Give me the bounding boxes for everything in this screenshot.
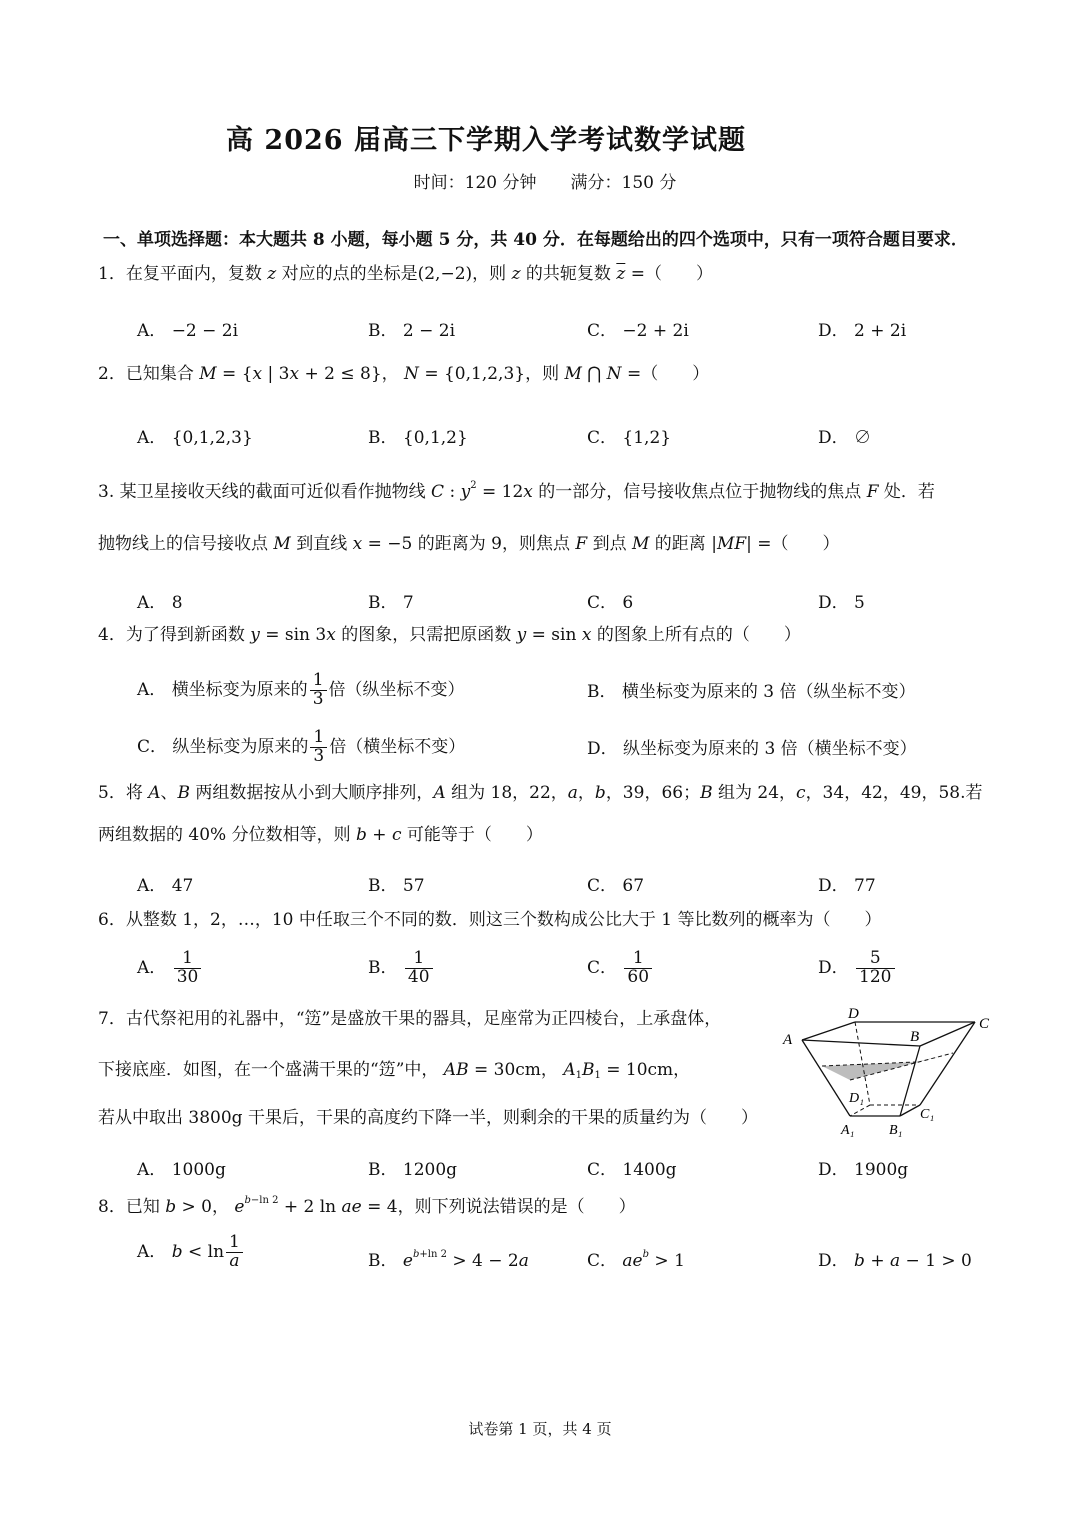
question-3-line-2: 抛物线上的信号接收点 M 到直线 x = −5 的距离为 9，则焦点 F 到点 M 的距离 |MF| =（ ） <box>98 534 840 554</box>
q8-option-b: B． $e^{b+ln 2} > 4 - 2a$ <box>368 1249 529 1271</box>
question-7-line-2: 下接底座．如图，在一个盛满干果的“笾”中， AB = 30cm， $A_1B_1 = 10cm$， <box>98 1060 691 1081</box>
question-5-line-2: 两组数据的 40% 分位数相等，则 b + c 可能等于（ ） <box>98 825 543 845</box>
figure-label-a1: A₁ <box>841 1123 855 1138</box>
q4-option-b: B． 横坐标变为原来的 3 倍（纵坐标不变） <box>587 682 916 702</box>
figure-label-a: A <box>783 1032 793 1048</box>
q4-option-c: C． 纵坐标变为原来的 $\frac{1}{3}$ 倍（横坐标不变） <box>137 727 466 766</box>
q1-option-b: B． 2 − 2i <box>368 321 456 341</box>
figure-label-c: C <box>979 1016 990 1032</box>
q5-option-c: C． 67 <box>587 876 645 896</box>
q1-option-d: D． 2 + 2i <box>818 321 907 341</box>
q7-option-b: B． 1200g <box>368 1160 458 1180</box>
exam-score: 满分：150 分 <box>570 173 677 193</box>
q8-option-d: D． b + a − 1 > 0 <box>818 1251 972 1271</box>
page-title: 高 2026 届高三下学期入学考试数学试题 <box>226 125 746 156</box>
q1-option-a: A． −2 − 2i <box>137 321 239 341</box>
q1-option-c: C． −2 + 2i <box>587 321 689 341</box>
frustum-figure <box>775 1000 1005 1145</box>
figure-label-b: B <box>910 1029 920 1045</box>
fruit-level-section <box>822 1053 953 1080</box>
question-4: 4．为了得到新函数 y = sin 3x 的图象，只需把原函数 y = sin x 的图象上所有点的（ ） <box>98 625 801 645</box>
q5-option-b: B． 57 <box>368 876 425 896</box>
question-8: 8．已知 b > 0， $e^{b-ln 2} + 2$ ln ae = 4，则下列说法错误的是（ ） <box>98 1195 636 1217</box>
q2-option-d: D． ∅ <box>818 428 872 448</box>
q5-option-d: D． 77 <box>818 876 876 896</box>
question-1: 1．在复平面内，复数 z 对应的点的坐标是(2,−2)，则 z 的共轭复数 $\overline{z}$ =（ ） <box>98 264 713 284</box>
q8-option-a: A． b < ln $\frac{1}{a}$ <box>137 1234 245 1271</box>
exam-time: 时间：120 分钟 <box>413 173 537 193</box>
page-footer: 试卷第 1 页，共 4 页 <box>468 1420 612 1438</box>
q7-option-a: A． 1000g <box>137 1160 226 1180</box>
q6-option-c: C． $\frac{1}{60}$ <box>587 950 654 987</box>
q3-option-c: C． 6 <box>587 593 634 613</box>
figure-label-d: D <box>848 1006 859 1022</box>
figure-label-b1: B₁ <box>889 1123 903 1138</box>
q3-option-d: D． 5 <box>818 593 865 613</box>
q6-option-b: B． $\frac{1}{40}$ <box>368 950 435 987</box>
question-2: 2．已知集合 M = {x | 3x + 2 ≤ 8}， N = {0,1,2,3}，则 M ⋂ N =（ ） <box>98 364 710 384</box>
q6-option-a: A． $\frac{1}{30}$ <box>137 950 203 987</box>
q5-option-a: A． 47 <box>137 876 194 896</box>
q8-option-c: C． $ae^b > 1$ <box>587 1249 685 1271</box>
figure-label-c1: C₁ <box>920 1107 935 1122</box>
q2-option-c: C． {1,2} <box>587 428 672 448</box>
question-6: 6．从整数 1，2，…，10 中任取三个不同的数．则这三个数构成公比大于 1 等比数列的概率为（ ） <box>98 910 882 930</box>
q4-option-d: D． 纵坐标变为原来的 3 倍（横坐标不变） <box>587 739 917 759</box>
question-3: 3. 某卫星接收天线的截面可近似看作抛物线 C : $y^2 = 12x$ 的一部分，信号接收焦点位于抛物线的焦点 F 处．若 <box>98 480 935 502</box>
exam-meta <box>0 168 1080 193</box>
q7-option-c: C． 1400g <box>587 1160 677 1180</box>
q2-option-b: B． {0,1,2} <box>368 428 468 448</box>
question-7-line-3: 若从中取出 3800g 干果后，干果的高度约下降一半，则剩余的干果的质量约为（ ） <box>98 1108 758 1128</box>
q3-option-a: A． 8 <box>137 593 183 613</box>
question-7: 7．古代祭祀用的礼器中，“笾”是盛放干果的器具，足座常为正四棱台，上承盘体， <box>98 1009 722 1029</box>
q3-option-b: B． 7 <box>368 593 414 613</box>
q2-option-a: A． {0,1,2,3} <box>137 428 253 448</box>
q6-option-d: D． $\frac{5}{120}$ <box>818 950 897 987</box>
q7-option-d: D． 1900g <box>818 1160 909 1180</box>
section-heading: 一、单项选择题：本大题共 8 小题，每小题 5 分，共 40 分．在每题给出的四个选项中，只有一项符合题目要求． <box>103 230 968 250</box>
figure-label-d1: D₁ <box>849 1091 864 1106</box>
question-5: 5．将 A、B 两组数据按从小到大顺序排列，A 组为 18，22，a，b，39，66；B 组为 24，c，34，42，49，58.若 <box>98 783 983 803</box>
q4-option-a: A． 横坐标变为原来的 $\frac{1}{3}$ 倍（纵坐标不变） <box>137 670 465 709</box>
